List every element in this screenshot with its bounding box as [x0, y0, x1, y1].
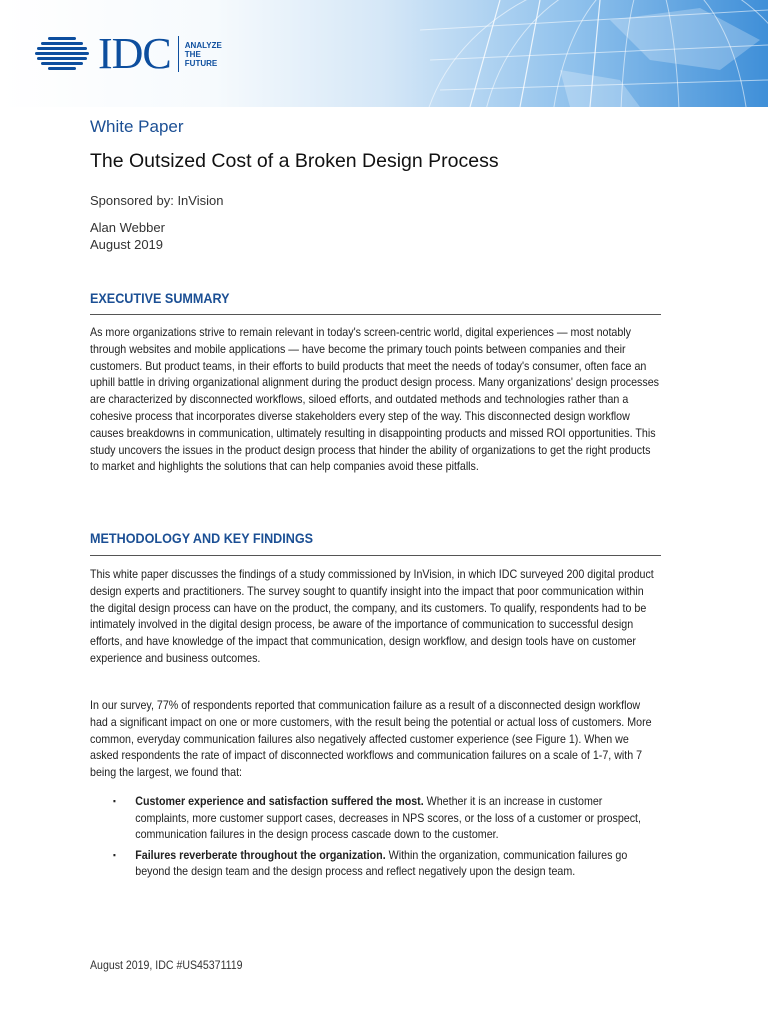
document-title: The Outsized Cost of a Broken Design Process: [90, 150, 499, 172]
section-divider: [90, 555, 661, 556]
executive-summary-paragraph: As more organizations strive to remain relevant in today's screen-centric world, digital experiences — most notably through websites and mobile applications — have become the primary touch points between companies and their customers. But product teams, in their efforts to build products that meet the needs of today's consumer, often face an uphill battle in driving organizational alignment during the product design process. Many organizations' design processes are characterized by disconnected workflows, siloed efforts, and outdated methods and technologies rather than a cohesive process that incorporates diverse stakeholders every step of the way. This disconnected design workflow causes breakdowns in communication, ultimately resulting in disappointing products and missed ROI opportunities. This study uncovers the issues in the product design process that hinder the ability of organizations to get the right products to market and highlights the solutions that can help companies avoid these pitfalls.: [90, 325, 660, 474]
section-heading-methodology: METHODOLOGY AND KEY FINDINGS: [90, 530, 314, 546]
findings-paragraph: In our survey, 77% of respondents reported that communication failure as a result of a disconnected design workflow had a significant impact on one or more customers, with the result being the potential or actual loss of customers. More common, everyday communication failures also negatively affected customer experience (see Figure 1). When we asked respondents the rate of impact of disconnected workflows and communication failures on a scale of 1-7, with 7 being the largest, we found that:: [90, 698, 652, 780]
section-divider: [90, 314, 661, 315]
findings-bullet-list: [113, 793, 656, 884]
bullet-marker: ▪: [113, 796, 116, 806]
sponsor-line: Sponsored by: InVision: [90, 193, 224, 208]
bullet-lead: Failures reverberate throughout the organization.: [135, 847, 386, 862]
logo-wordmark: IDC: [98, 29, 171, 78]
logo-tagline: [185, 41, 222, 68]
header-banner: [0, 0, 768, 107]
publication-date: August 2019: [90, 237, 164, 252]
list-item: [113, 847, 656, 880]
idc-globe-icon: [32, 34, 92, 74]
bullet-text: Within the organization, communication failures go beyond the design team and the design process and reflect negatively upon the design team.: [135, 847, 628, 878]
page-footer: August 2019, IDC #US45371119: [90, 960, 243, 972]
tagline-line: ANALYZE: [184, 40, 222, 50]
section-heading-executive-summary: EXECUTIVE SUMMARY: [90, 290, 230, 306]
methodology-paragraph: This white paper discusses the findings of a study commissioned by InVision, in which IDC surveyed 200 digital product design experts and practitioners. The survey sought to quantify insight into the impact that poor communication within the digital design process can have on the product, the company, and its customers. To qualify, respondents had to be intimately involved in the digital design process, be aware of the importance of communication to successful design efforts, and have knowledge of the impact that communication, design workflow, and design tools have on customer experience and business outcomes.: [90, 567, 654, 665]
bullet-marker: ▪: [113, 849, 116, 860]
author-name: Alan Webber: [90, 220, 165, 235]
bullet-lead: Customer experience and satisfaction suffered the most.: [135, 794, 424, 808]
tagline-line: THE: [184, 49, 201, 59]
document-type: White Paper: [90, 117, 184, 136]
list-item: [113, 793, 656, 843]
tagline-line: FUTURE: [184, 58, 218, 68]
logo-divider: [178, 36, 179, 72]
bullet-text: Whether it is an increase in customer complaints, more customer support cases, decreases in NPS scores, or the loss of a customer or prospect, communication failures in the design process cascade down to the customer.: [135, 794, 641, 841]
idc-logo: [32, 29, 222, 78]
